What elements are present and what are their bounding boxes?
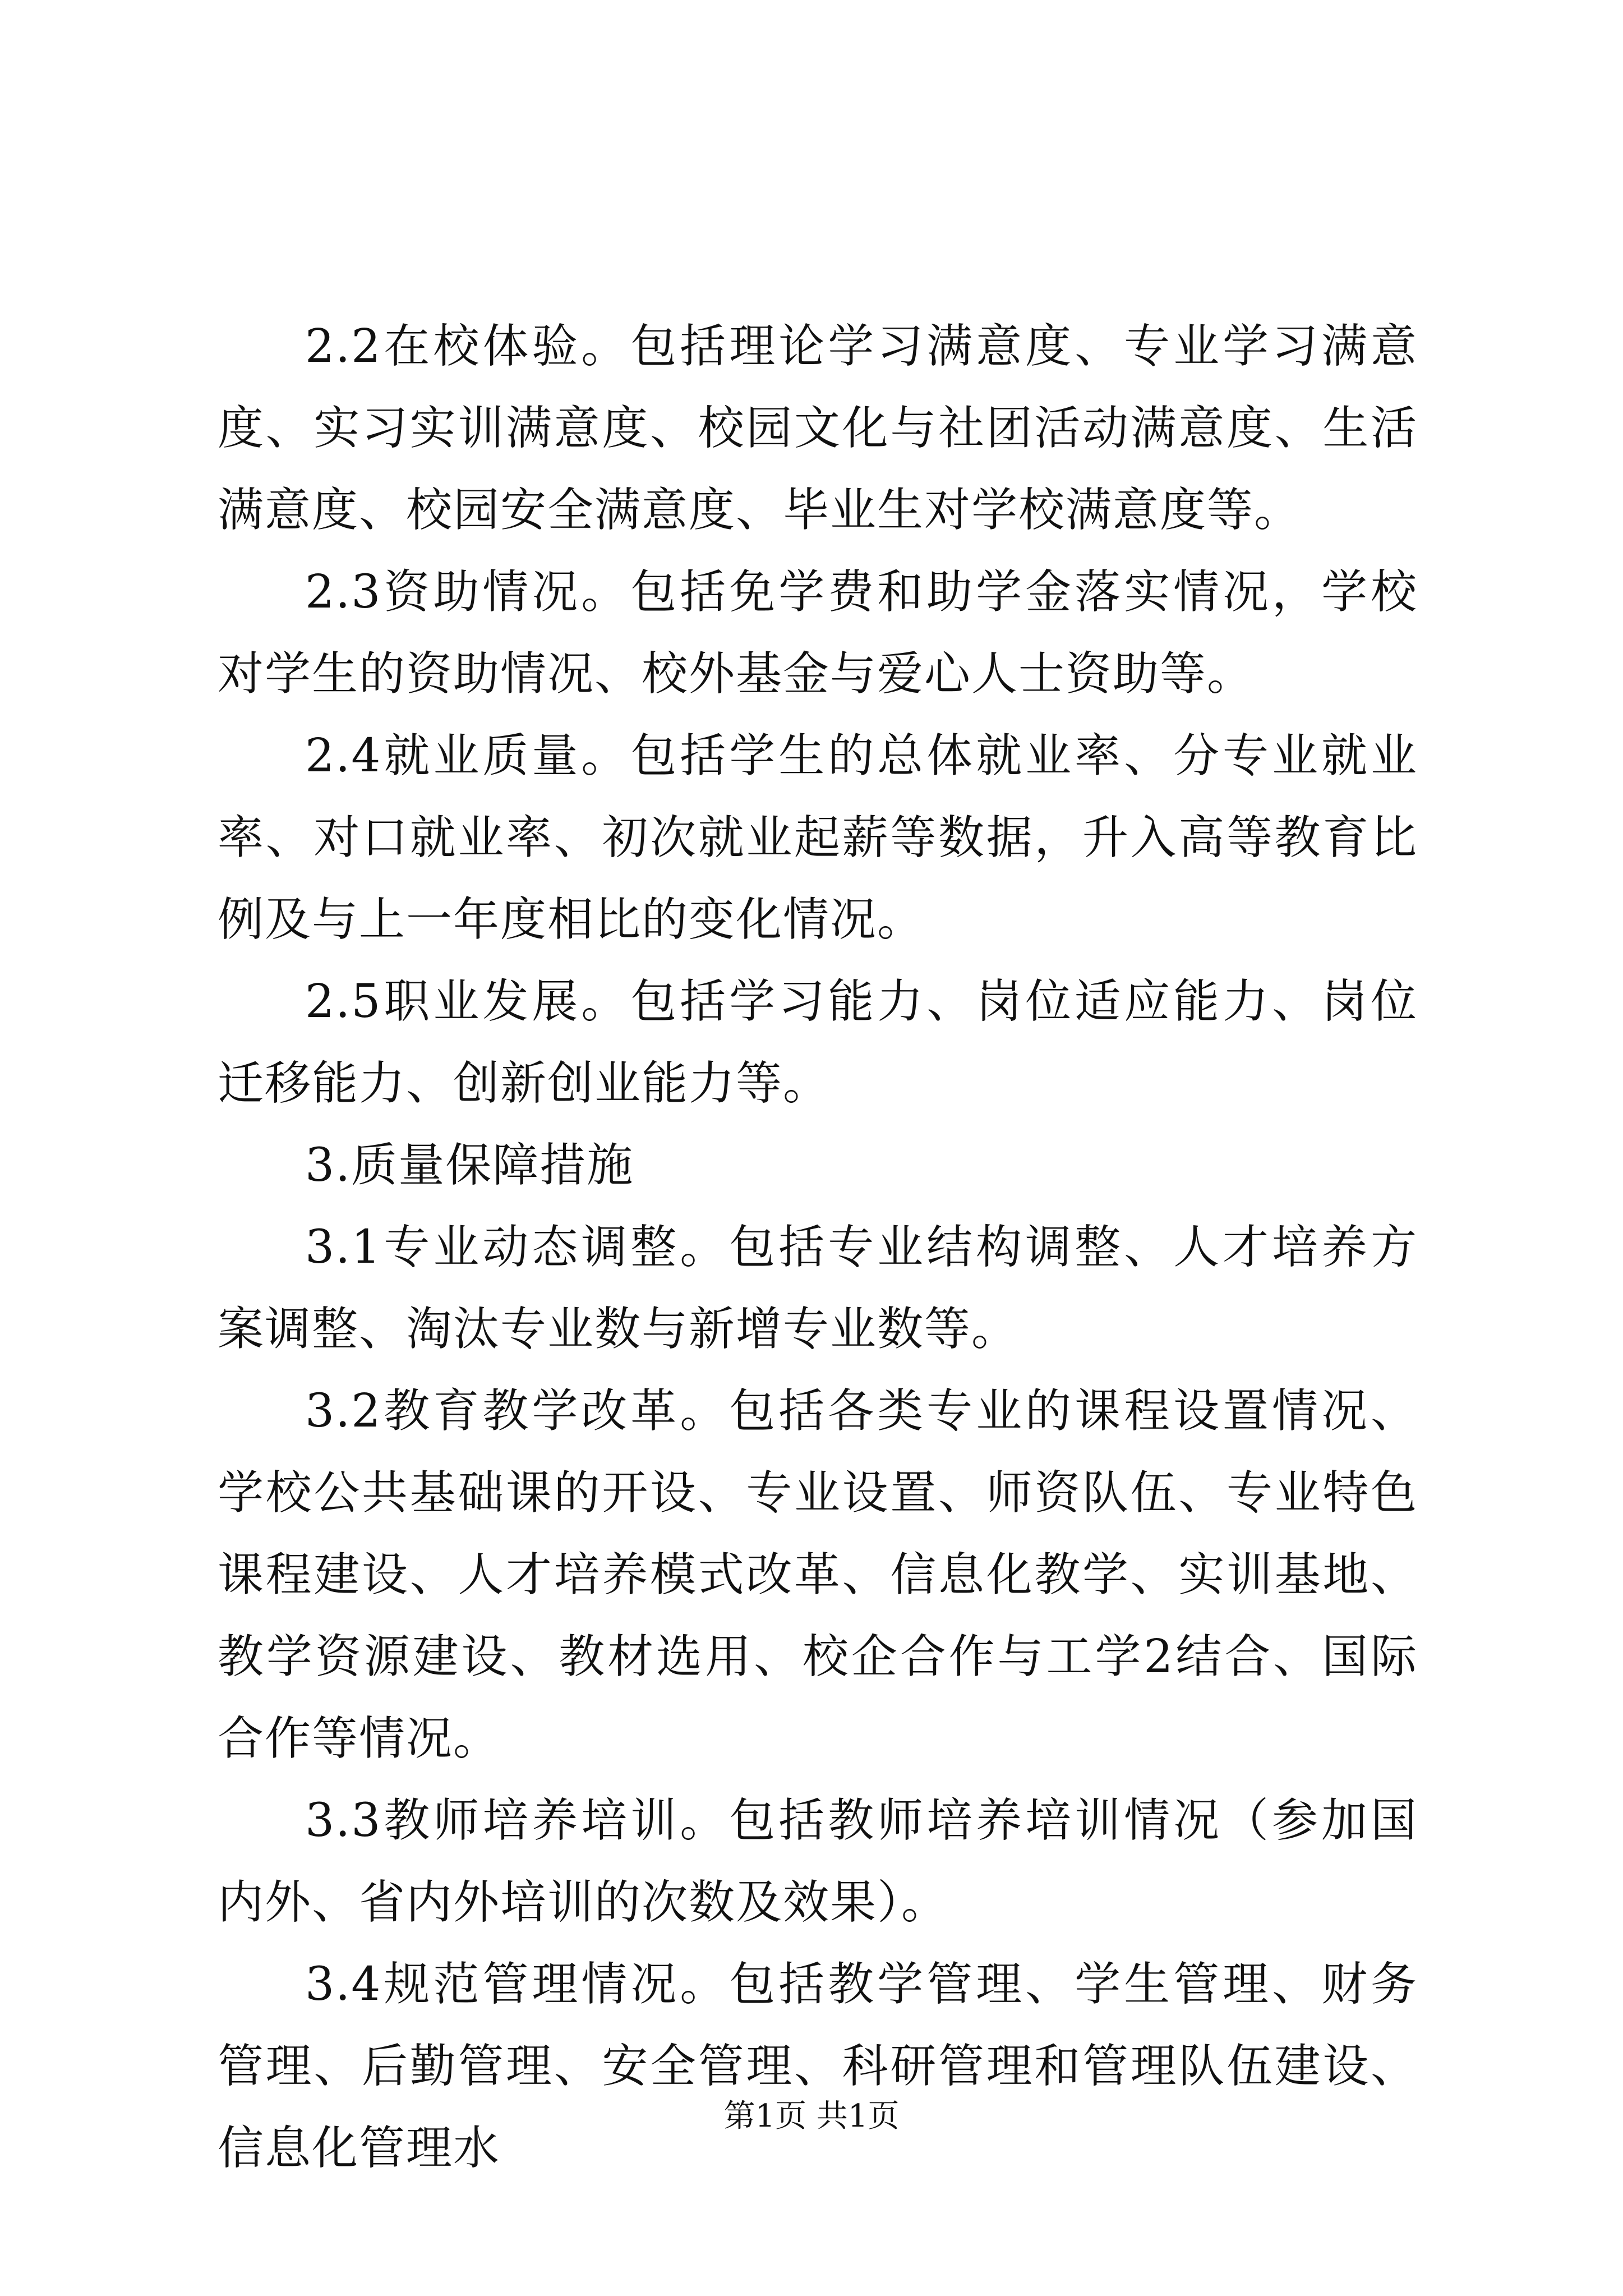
paragraph-2-3: 2.3资助情况。包括免学费和助学金落实情况，学校对学生的资助情况、校外基金与爱心人士资助等。 [218,565,1418,701]
paragraph-3-3: 3.3教师培养培训。包括教师培养培训情况（参加国内外、省内外培训的次数及效果）。 [218,1794,1418,1929]
paragraph-3-4: 3.4规范管理情况。包括教学管理、学生管理、财务管理、后勤管理、安全管理、科研管理和管理队伍建设、信息化管理水 [218,1958,1418,2175]
paragraph-2-4: 2.4就业质量。包括学生的总体就业率、分专业就业率、对口就业率、初次就业起薪等数据，升入高等教育比例及与上一年度相比的变化情况。 [218,729,1418,946]
document-body [218,306,1418,2189]
section-heading-3: 3.质量保障措施 [305,1139,634,1192]
paragraph-3-1: 3.1专业动态调整。包括专业结构调整、人才培养方案调整、淘汰专业数与新增专业数等。 [218,1221,1418,1356]
paragraph-2-5: 2.5职业发展。包括学习能力、岗位适应能力、岗位迁移能力、创新创业能力等。 [218,975,1418,1110]
paragraph-2-2: 2.2在校体验。包括理论学习满意度、专业学习满意度、实习实训满意度、校园文化与社团活动满意度、生活满意度、校园安全满意度、毕业生对学校满意度等。 [218,320,1418,537]
paragraph-3-2: 3.2教育教学改革。包括各类专业的课程设置情况、学校公共基础课的开设、专业设置、师资队伍、专业特色课程建设、人才培养模式改革、信息化教学、实训基地、教学资源建设、教材选用、校企合作与工学2结合、国际合作等情况。 [218,1384,1418,1765]
page-footer: 第1页 共1页 [723,2098,900,2134]
